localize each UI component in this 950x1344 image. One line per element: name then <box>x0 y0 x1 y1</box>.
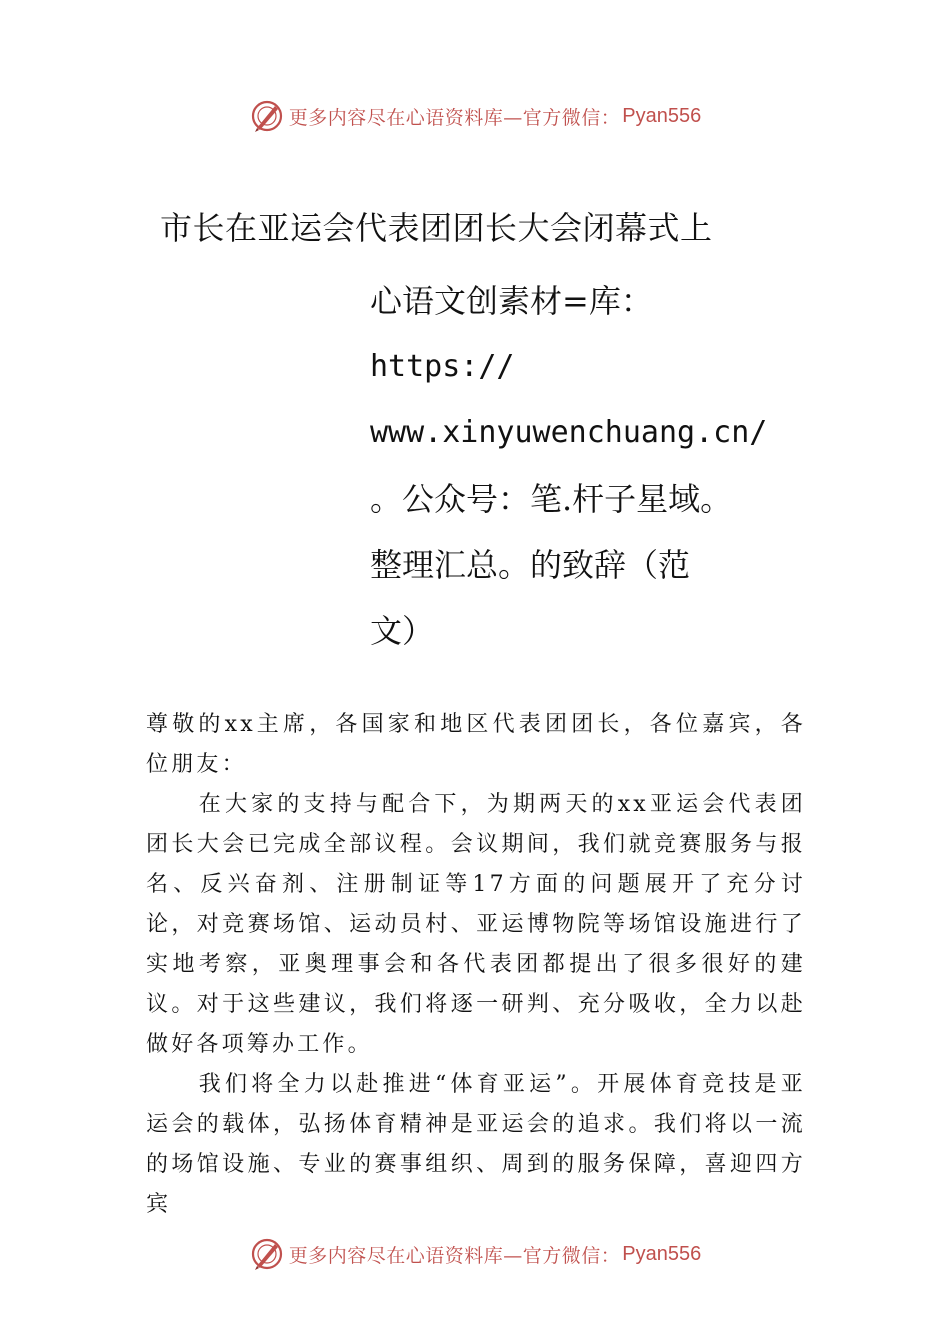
document-title-line-5: 。公众号：笔.杆子星域。 <box>370 480 733 518</box>
body-paragraph-1: 在大家的支持与配合下，为期两天的xx亚运会代表团团长大会已完成全部议程。会议期间，我们就竞赛服务与报名、反兴奋剂、注册制证等17方面的问题展开了充分讨论，对竞赛场馆、运动员村、亚运博物院等场馆设施进行了实地考察，亚奥理事会和各代表团都提出了很多很好的建议。对于这些建议，我们将逐一研判、充分吸收，全力以赴做好各项筹办工作。 <box>146 792 806 1057</box>
document-body <box>146 705 806 1225</box>
document-title-line-6: 整理汇总。的致辞（范 <box>370 546 691 584</box>
pen-logo-icon <box>249 98 285 134</box>
document-title-line-1: 市长在亚运会代表团团长大会闭幕式上 <box>160 209 713 247</box>
document-title-line-7: 文） <box>370 612 435 650</box>
pen-logo-icon <box>249 1236 285 1272</box>
banner-text: 更多内容尽在心语资料库—官方微信： <box>288 1244 621 1267</box>
footer-banner <box>0 1234 950 1274</box>
document-title-line-4: www.xinyuwenchuang.cn/ <box>370 415 768 450</box>
banner-wechat-id: Pyan556 <box>622 1242 702 1265</box>
salutation-paragraph: 尊敬的xx主席，各国家和地区代表团团长，各位嘉宾，各位朋友： <box>146 712 806 777</box>
document-title-line-3: https:// <box>370 349 515 384</box>
document-title-continued <box>370 268 790 664</box>
document-title-line-2: 心语文创素材=库： <box>370 282 653 320</box>
banner-text: 更多内容尽在心语资料库—官方微信： <box>288 106 621 129</box>
header-banner <box>0 96 950 136</box>
body-paragraph-2: 我们将全力以赴推进“体育亚运”。开展体育竞技是亚运会的载体，弘扬体育精神是亚运会的追求。我们将以一流的场馆设施、专业的赛事组织、周到的服务保障，喜迎四方宾 <box>146 1072 806 1217</box>
banner-wechat-id: Pyan556 <box>622 104 702 127</box>
